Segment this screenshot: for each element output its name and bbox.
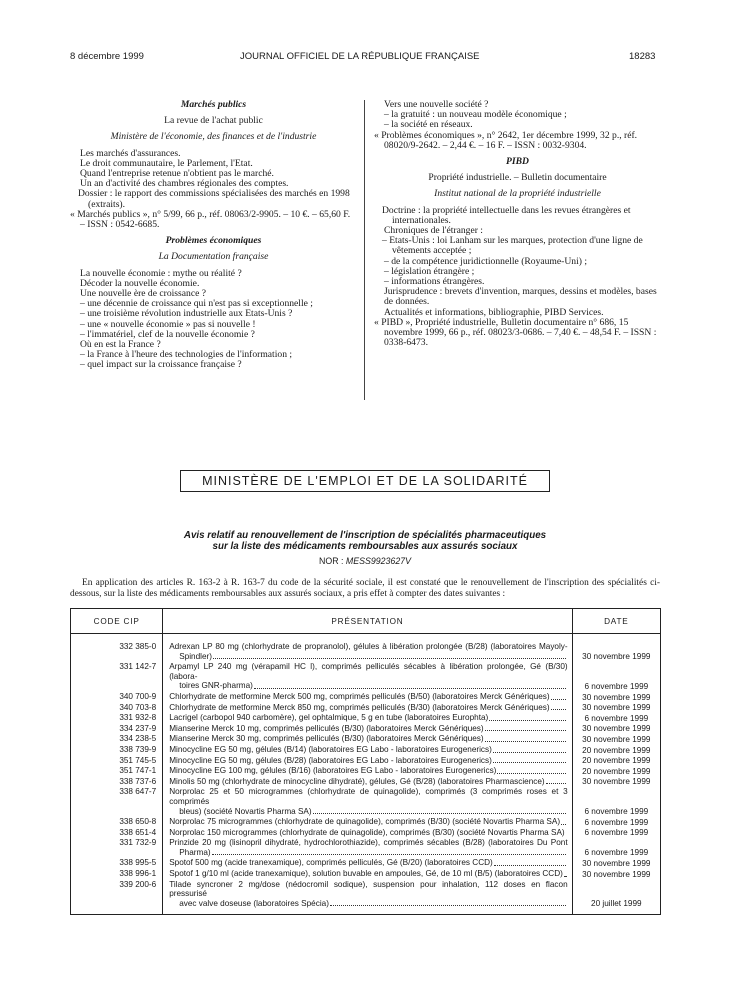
date-cell: 20 novembre 1999	[572, 744, 660, 755]
bullet-item: – Etats-Unis : loi Lanham sur les marques, protection d'une ligne de vêtements acceptée ;	[382, 235, 643, 257]
date-cell: 20 juillet 1999	[572, 879, 660, 915]
table-row	[71, 702, 661, 713]
line-item: Le droit communautaire, le Parlement, l'Etat.	[80, 157, 253, 169]
dot-leader	[489, 713, 565, 721]
reference-line: « Problèmes économiques », n° 2642, 1er décembre 1999, 32 p., réf. 08020/9-2642. – 2,44 €. – 16 F. – ISSN : 0032-9304.	[374, 129, 638, 151]
cip-code: 331 142-7	[71, 661, 163, 691]
right-column	[374, 100, 661, 348]
cip-code: 338 995-5	[71, 857, 163, 868]
presentation-text: Minolis 50 mg (chlorhydrate de minocycline dihydraté), gélules, Gé (B/28) (laboratoires Pharmascience)	[169, 776, 545, 786]
line-item: Une nouvelle ère de croissance ?	[80, 288, 206, 300]
dot-leader	[485, 734, 566, 742]
presentation-text: Prinzide 20 mg (lisinopril dihydraté, hydrochlorothiazide), comprimés sécables (B/28) (laboratoires Du Pont	[169, 838, 568, 848]
date-cell: 20 novembre 1999	[572, 765, 660, 776]
line-item: Décoder la nouvelle économie.	[80, 277, 200, 289]
dot-leader	[551, 703, 566, 711]
presentation-cell	[163, 868, 572, 879]
cip-code: 338 996-1	[71, 868, 163, 879]
bullet-item: – quel impact sur la croissance française ?	[80, 359, 242, 371]
presentation-cell	[163, 786, 572, 816]
presentation-text: Norprolac 25 et 50 microgrammes (chlorhydrate de quinagolide), comprimés (3 comprimés roses et 3 comprimés	[169, 787, 568, 806]
date-cell: 30 novembre 1999	[572, 702, 660, 713]
cip-code: 338 737-6	[71, 776, 163, 787]
presentation-text: Spindler)	[179, 651, 212, 661]
line-item: Les marchés d'assurances.	[80, 147, 181, 159]
date-cell: 6 novembre 1999	[572, 816, 660, 827]
presentation-cell	[163, 702, 572, 713]
bullet-item: – la gratuité : un nouveau modèle économique ;	[384, 109, 567, 121]
date-cell: 6 novembre 1999	[572, 837, 660, 857]
date-cell: 30 novembre 1999	[572, 634, 660, 662]
presentation-text: Arpamyl LP 240 mg (vérapamil HC l), comprimés pelliculés sécables à libération prolongée, Gé (B/30) (labora-	[169, 662, 568, 681]
dot-leader	[212, 848, 566, 856]
dot-leader	[493, 745, 566, 753]
dot-leader	[330, 899, 566, 907]
reference-line: « PIBD », Propriété industrielle, Bulletin documentaire n° 686, 15 novembre 1999, 66 p., réf. 08023/3-0686. – 7,40 €. – 48,54 F. – ISSN : 0338-6473.	[374, 316, 657, 349]
bullet-item: – une « nouvelle économie » pas si nouvelle !	[80, 318, 256, 330]
date-cell: 30 novembre 1999	[572, 857, 660, 868]
presentation-text: Mianserine Merck 30 mg, comprimés pelliculés (B/30) (laboratoires Merck Génériques)	[169, 734, 484, 744]
presentation-cell	[163, 634, 572, 662]
presentation-text: Tilade syncroner 2 mg/dose (nédocromil sodique), suspension pour inhalation, 112 doses en flacon pressurisé	[169, 879, 568, 899]
presentation-cell	[163, 827, 572, 838]
presentation-text: Spotof 500 mg (acide tranexamique), comprimés pelliculés, Gé (B/20) (laboratoires CCD)	[169, 858, 493, 868]
dot-leader	[213, 652, 566, 660]
line-item: La nouvelle économie : mythe ou réalité ?	[80, 267, 242, 279]
presentation-cell	[163, 661, 572, 691]
table-row	[71, 634, 661, 662]
cip-code: 338 647-7	[71, 786, 163, 816]
date-cell: 30 novembre 1999	[572, 691, 660, 702]
cip-code: 351 745-5	[71, 755, 163, 766]
specialites-table	[70, 608, 661, 915]
table-row	[71, 786, 661, 816]
cip-code: 340 700-9	[71, 691, 163, 702]
dot-leader	[493, 756, 566, 764]
table-body	[71, 634, 661, 915]
nor-label: NOR :	[319, 556, 344, 566]
date-cell: 30 novembre 1999	[572, 868, 660, 879]
line-item: Chroniques de l'étranger :	[384, 225, 483, 237]
cip-code: 332 385-0	[71, 634, 163, 662]
presentation-text: Norprolac 75 microgrammes (chlorhydrate de quinagolide), comprimés (B/30) (société Novartis Pharma SA)	[169, 817, 561, 827]
table-row	[71, 827, 661, 838]
presentation-text: toires GNR-pharma)	[179, 681, 253, 691]
dot-leader	[313, 807, 566, 815]
presentation-cell	[163, 837, 572, 857]
nor-reference	[70, 556, 660, 566]
avis-title-line2: sur la liste des médicaments remboursables aux assurés sociaux	[212, 541, 518, 552]
date-cell: 30 novembre 1999	[572, 723, 660, 734]
line-item: Où en est la France ?	[80, 339, 161, 351]
institute-line: Institut national de la propriété industrielle	[434, 188, 601, 200]
bullet-item: – législation étrangère ;	[384, 265, 475, 277]
presentation-cell	[163, 816, 572, 827]
cip-code: 338 650-8	[71, 816, 163, 827]
presentation-text: avec valve doseuse (laboratoires Spécia)	[179, 898, 329, 908]
bullet-item: – l'immatériel, clef de la nouvelle économie ?	[80, 328, 255, 340]
cip-code: 334 237-9	[71, 723, 163, 734]
presentation-cell	[163, 723, 572, 734]
presentation-cell	[163, 744, 572, 755]
table-row	[71, 723, 661, 734]
table-row	[71, 816, 661, 827]
table-header-row	[71, 609, 661, 634]
presentation-text: Pharma)	[179, 847, 211, 857]
date-cell: 30 novembre 1999	[572, 733, 660, 744]
table-row	[71, 691, 661, 702]
jurisprudence-line: Jurisprudence : brevets d'invention, marques, dessins et modèles, bases de données.	[384, 286, 657, 308]
presentation-text: Mianserine Merck 10 mg, comprimés pelliculés (B/30) (laboratoires Merck Génériques)	[169, 723, 484, 733]
table-row	[71, 744, 661, 755]
avis-title-line1: Avis relatif au renouvellement de l'inscription de spécialités pharmaceutiques	[183, 530, 547, 541]
cip-code: 338 651-4	[71, 827, 163, 838]
presentation-cell	[163, 712, 572, 723]
doctrine-line: Doctrine : la propriété intellectuelle dans les revues étrangères et internationales.	[382, 204, 631, 226]
table-row	[71, 879, 661, 915]
section-subtitle: La revue de l'achat public	[164, 115, 263, 127]
presentation-text: Minocycline EG 100 mg, gélules (B/16) (laboratoires EG Labo - laboratoires Eurogenerics)	[169, 766, 497, 776]
dot-leader	[564, 869, 566, 877]
line-item: Actualités et informations, bibliographie, PIBD Services.	[384, 306, 604, 318]
nor-value: MESS9923627V	[345, 556, 411, 566]
cip-code: 351 747-1	[71, 765, 163, 776]
section-title-problemes: Problèmes économiques	[165, 235, 262, 247]
left-column	[70, 100, 357, 371]
table-row	[71, 857, 661, 868]
bullet-item: – la société en réseaux.	[384, 119, 473, 131]
presentation-cell	[163, 765, 572, 776]
publisher-line: La Documentation française	[158, 251, 269, 263]
ministry-heading-box: MINISTÈRE DE L'EMPLOI ET DE LA SOLIDARITÉ	[180, 470, 550, 492]
date-cell: 30 novembre 1999	[572, 776, 660, 787]
bullet-item: – de la compétence juridictionnelle (Royaume-Uni) ;	[384, 255, 587, 267]
presentation-text: Chlorhydrate de metformine Merck 500 mg, comprimés pelliculés (B/50) (laboratoires Merck Génériques)	[169, 691, 550, 701]
header-date: DATE	[572, 609, 660, 634]
bullet-item: – la France à l'heure des technologies de l'information ;	[80, 349, 293, 361]
dot-leader	[546, 777, 566, 785]
table-row	[71, 776, 661, 787]
cip-code: 331 932-8	[71, 712, 163, 723]
bullet-item: – informations étrangères.	[384, 276, 485, 288]
line-item: Vers une nouvelle société ?	[384, 99, 489, 110]
reference-line: « Marchés publics », n° 5/99, 66 p., réf. 08063/2-9905. – 10 €. – 65,60 F. – ISSN : 0542-6685.	[70, 208, 351, 231]
presentation-cell	[163, 776, 572, 787]
cip-code: 334 238-5	[71, 733, 163, 744]
line-item: Quand l'entreprise retenue n'obtient pas le marché.	[80, 168, 274, 180]
table-row	[71, 733, 661, 744]
table-row	[71, 712, 661, 723]
section-title-pibd: PIBD	[506, 156, 529, 168]
presentation-text: Adrexan LP 80 mg (chlorhydrate de propranolol), gélules à libération prolongée (B/28) (laboratoires Mayoly-	[169, 642, 568, 651]
line-item: Un an d'activité des chambres régionales des comptes.	[80, 178, 289, 190]
dot-leader	[494, 858, 566, 866]
dot-leader	[551, 692, 566, 700]
dot-leader	[497, 766, 565, 774]
table-row	[71, 837, 661, 857]
bullet-item: – une troisième révolution industrielle aux Etats-Unis ?	[80, 308, 293, 320]
cip-code: 339 200-6	[71, 879, 163, 915]
column-divider	[364, 100, 365, 400]
presentation-cell	[163, 857, 572, 868]
date-cell: 20 novembre 1999	[572, 755, 660, 766]
presentation-cell	[163, 879, 572, 915]
table-row	[71, 765, 661, 776]
bullet-item: – une décennie de croissance qui n'est pas si exceptionnelle ;	[80, 298, 313, 310]
table-row	[71, 661, 661, 691]
dot-leader	[561, 817, 566, 825]
presentation-text: bleus) (société Novartis Pharma SA)	[179, 806, 312, 816]
date-cell: 6 novembre 1999	[572, 786, 660, 816]
ministry-line: Ministère de l'économie, des finances et de l'industrie	[110, 131, 317, 143]
section-subtitle: Propriété industrielle. – Bulletin documentaire	[428, 172, 607, 184]
cip-code: 331 732-9	[71, 837, 163, 857]
presentation-text: Spotof 1 g/10 ml (acide tranexamique), solution buvable en ampoules, Gé, de 10 ml (B/5) (laboratoires CCD)	[169, 869, 563, 879]
table-row	[71, 755, 661, 766]
presentation-text: Chlorhydrate de metformine Merck 850 mg, comprimés pelliculés (B/30) (laboratoires Merck Génériques)	[169, 702, 550, 712]
cip-code: 338 739-9	[71, 744, 163, 755]
intro-paragraph: En application des articles R. 163-2 à R. 163-7 du code de la sécurité sociale, il est constaté que le renouvellement de l'inscription des spécialités ci-dessous, sur la liste des médicaments remboursables aux assurés sociaux, a pris effet à compter des dates suivantes :	[70, 578, 660, 599]
date-cell: 6 novembre 1999	[572, 827, 660, 838]
header-presentation: PRÉSENTATION	[163, 609, 572, 634]
header-date: 8 décembre 1999	[70, 51, 144, 62]
presentation-cell	[163, 691, 572, 702]
presentation-text: Minocycline EG 50 mg, gélules (B/14) (laboratoires EG Labo - laboratoires Eurogenerics)	[169, 744, 492, 754]
dossier-line: Dossier : le rapport des commissions spécialisées des marchés en 1998 (extraits).	[78, 188, 350, 210]
presentation-text: Norprolac 150 microgrammes (chlorhydrate de quinagolide), comprimés (B/30) (société Novartis Pharma SA)	[169, 827, 565, 837]
page-number: 18283	[629, 51, 656, 62]
dot-leader	[254, 681, 566, 689]
table-row	[71, 868, 661, 879]
presentation-text: Minocycline EG 50 mg, gélules (B/28) (laboratoires EG Labo - laboratoires Eurogenerics)	[169, 755, 492, 765]
date-cell: 6 novembre 1999	[572, 661, 660, 691]
presentation-cell	[163, 755, 572, 766]
date-cell: 6 novembre 1999	[572, 712, 660, 723]
cip-code: 340 703-8	[71, 702, 163, 713]
presentation-cell	[163, 733, 572, 744]
journal-title: JOURNAL OFFICIEL DE LA RÉPUBLIQUE FRANÇAISE	[240, 51, 480, 62]
header-cip: CODE CIP	[71, 609, 163, 634]
presentation-text: Lacrigel (carbopol 940 carbomère), gel ophtalmique, 5 g en tube (laboratoires Europhta)	[169, 713, 489, 723]
dot-leader	[485, 724, 566, 732]
section-title-marches: Marchés publics	[180, 99, 247, 110]
